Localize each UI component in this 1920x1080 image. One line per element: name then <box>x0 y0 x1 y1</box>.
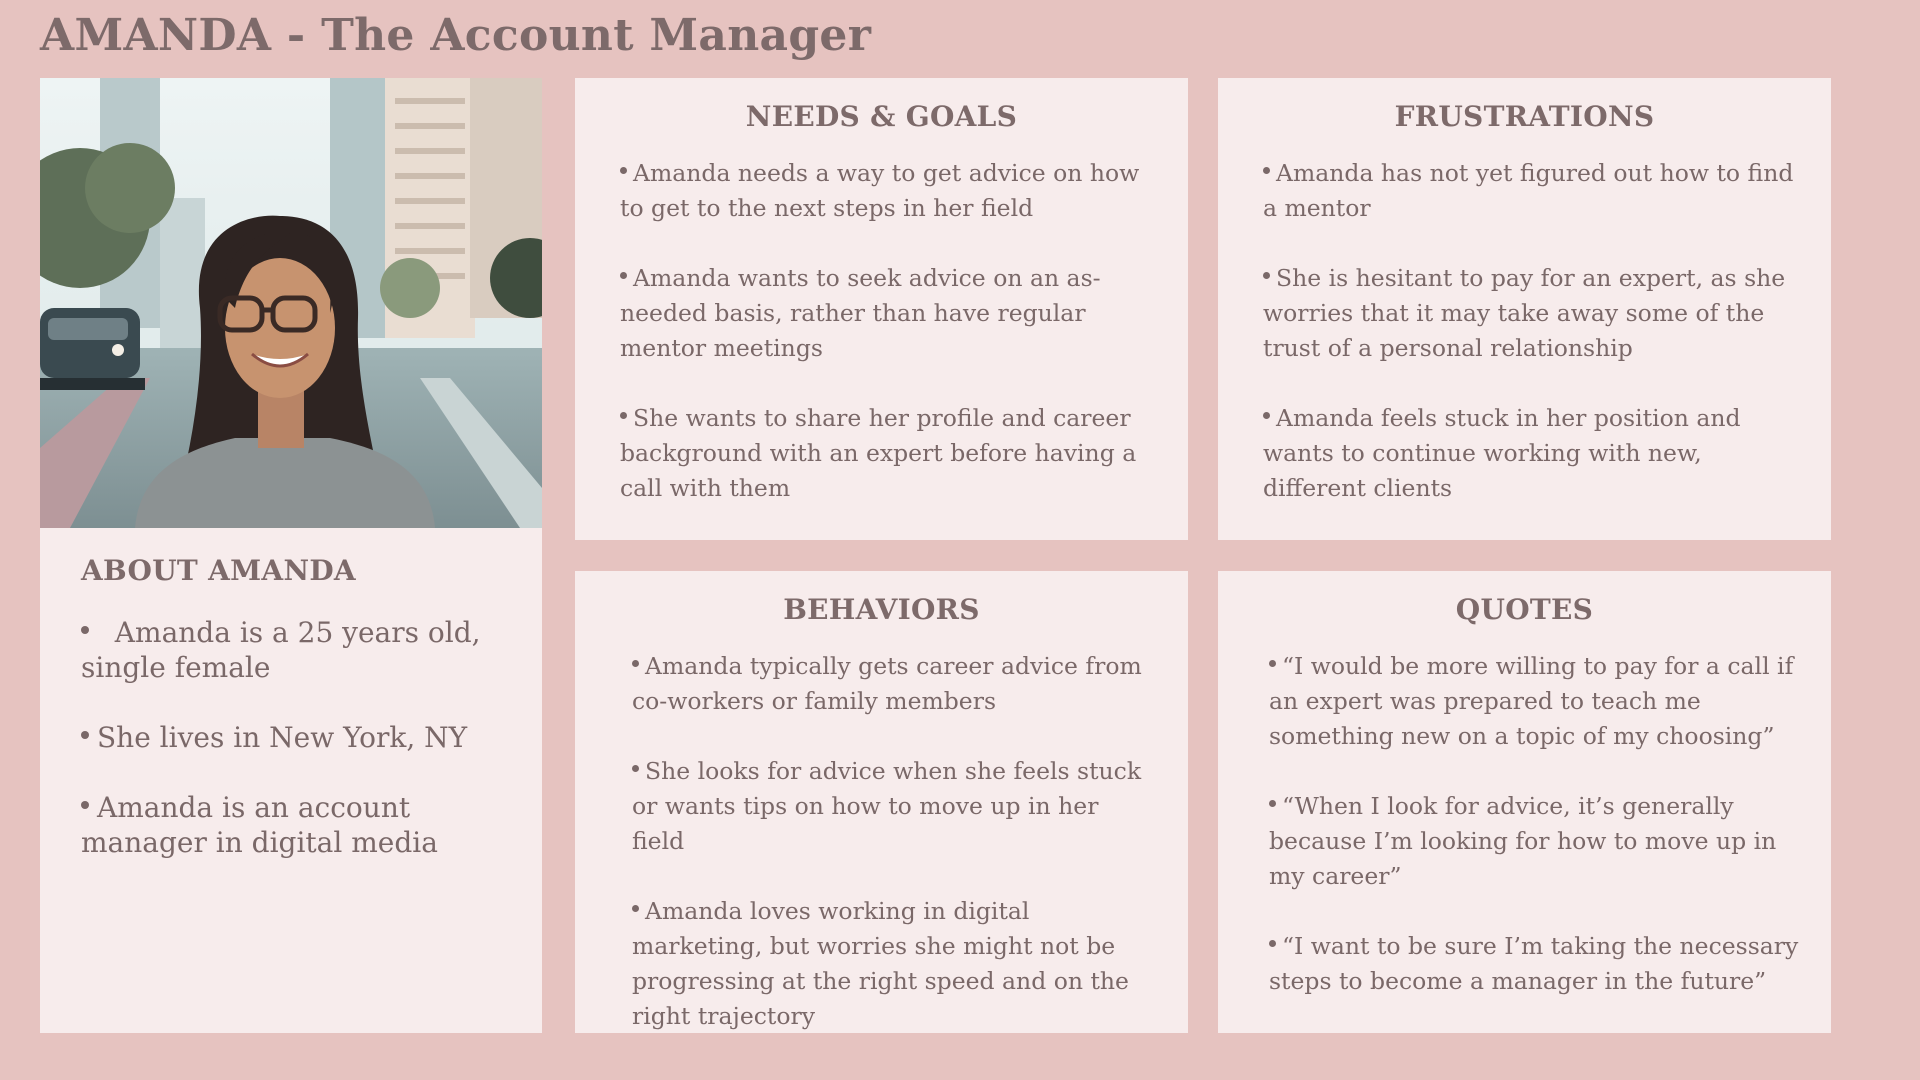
about-section <box>81 554 521 895</box>
quotes-heading: QUOTES <box>1455 593 1594 626</box>
bullet-icon <box>1269 940 1276 947</box>
frustrations-list <box>1263 156 1801 541</box>
frustrations-card <box>1218 78 1831 540</box>
about-item-text: Amanda is a 25 years old, single female <box>81 616 490 684</box>
persona-photo <box>40 78 542 528</box>
needs-goals-item-text: Amanda needs a way to get advice on how to get to the next steps in her field <box>620 159 1140 222</box>
bullet-icon <box>81 801 89 809</box>
about-item <box>81 720 521 755</box>
about-item <box>81 790 521 860</box>
quotes-item-text: “When I look for advice, it’s generally because I’m looking for how to move up in my career” <box>1269 792 1777 890</box>
about-heading: ABOUT AMANDA <box>81 554 356 587</box>
behaviors-item <box>632 649 1158 719</box>
bullet-icon <box>620 272 627 279</box>
needs-goals-heading: NEEDS & GOALS <box>745 100 1018 133</box>
frustrations-heading: FRUSTRATIONS <box>1394 100 1655 133</box>
bullet-icon <box>632 660 639 667</box>
quotes-card <box>1218 571 1831 1033</box>
needs-goals-item-text: She wants to share her profile and career background with an expert before having a call with them <box>620 404 1137 502</box>
behaviors-item-text: Amanda loves working in digital marketing, but worries she might not be progressing at the right speed and on the right trajectory <box>632 897 1129 1030</box>
bullet-icon <box>1263 412 1270 419</box>
needs-goals-item-text: Amanda wants to seek advice on an as-needed basis, rather than have regular mentor meetings <box>620 264 1101 362</box>
behaviors-item <box>632 894 1158 1034</box>
bullet-icon <box>1263 272 1270 279</box>
bullet-icon <box>81 731 89 739</box>
about-item-text: She lives in New York, NY <box>97 721 468 754</box>
page-title: AMANDA - The Account Manager <box>40 10 872 61</box>
frustrations-item-text: Amanda has not yet figured out how to find a mentor <box>1263 159 1794 222</box>
quotes-item <box>1269 789 1806 894</box>
needs-goals-list <box>620 156 1158 541</box>
bullet-icon <box>1269 660 1276 667</box>
frustrations-item-text: Amanda feels stuck in her position and wants to continue working with new, different clients <box>1263 404 1741 502</box>
about-item <box>81 615 521 685</box>
quotes-item <box>1269 649 1806 754</box>
behaviors-item-text: Amanda typically gets career advice from co-workers or family members <box>632 652 1142 715</box>
behaviors-item <box>632 754 1158 859</box>
frustrations-item <box>1263 401 1801 506</box>
about-item-text: Amanda is an account manager in digital media <box>81 791 438 859</box>
about-card <box>40 78 542 1033</box>
quotes-item <box>1269 929 1806 999</box>
frustrations-item-text: She is hesitant to pay for an expert, as she worries that it may take away some of the trust of a personal relationship <box>1263 264 1786 362</box>
needs-goals-item <box>620 401 1158 506</box>
behaviors-heading: BEHAVIORS <box>783 593 980 626</box>
needs-goals-card <box>575 78 1188 540</box>
quotes-item-text: “I want to be sure I’m taking the necessary steps to become a manager in the future” <box>1269 932 1799 995</box>
needs-goals-item <box>620 261 1158 366</box>
needs-goals-item <box>620 156 1158 226</box>
behaviors-item-text: She looks for advice when she feels stuck or wants tips on how to move up in her field <box>632 757 1142 855</box>
bullet-icon <box>1263 167 1270 174</box>
bullet-icon <box>632 905 639 912</box>
bullet-icon <box>620 412 627 419</box>
bullet-icon <box>620 167 627 174</box>
frustrations-item <box>1263 261 1801 366</box>
quotes-item-text: “I would be more willing to pay for a call if an expert was prepared to teach me something new on a topic of my choosing” <box>1269 652 1794 750</box>
bullet-icon <box>1269 800 1276 807</box>
bullet-icon <box>632 765 639 772</box>
behaviors-card <box>575 571 1188 1033</box>
frustrations-item <box>1263 156 1801 226</box>
behaviors-list <box>632 649 1158 1069</box>
bullet-icon <box>81 626 89 634</box>
quotes-list <box>1269 649 1806 1034</box>
